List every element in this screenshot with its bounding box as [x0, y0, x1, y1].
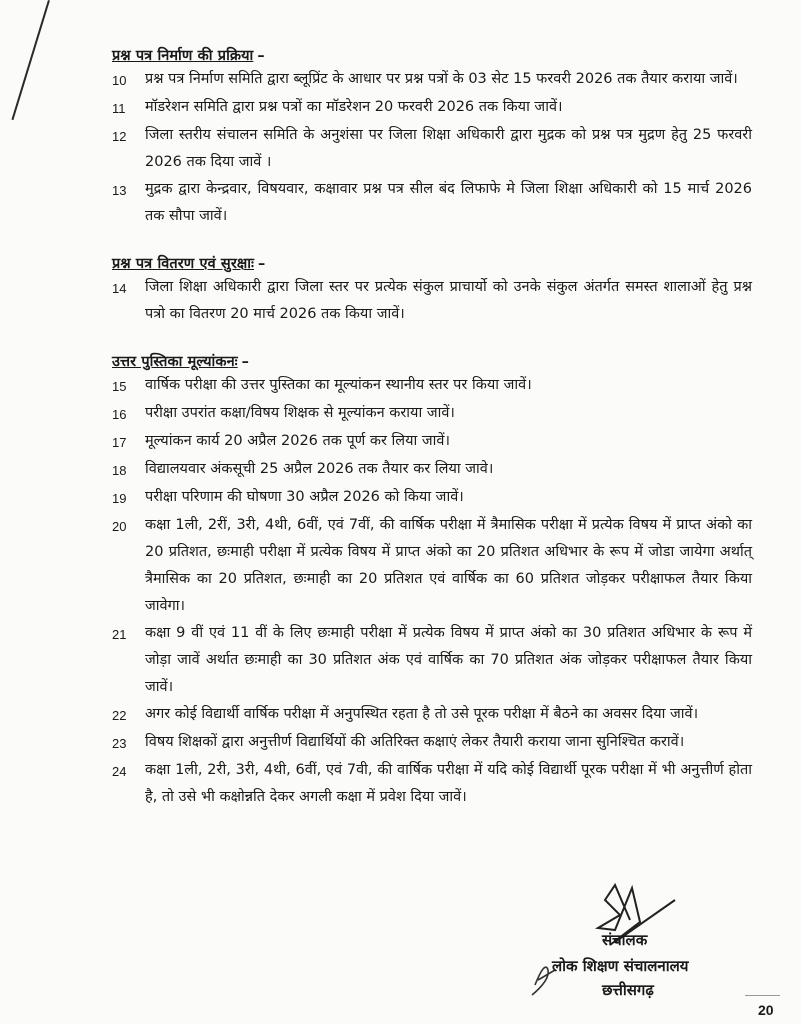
list-item	[112, 620, 752, 701]
item-number: 13	[112, 183, 127, 198]
item-text: कक्षा 1ली, 2री, 3री, 4थी, 6वीं, एवं 7वी, की वार्षिक परीक्षा में यदि कोई विद्यार्थी पूरक परीक्षा में भी अनुत्तीर्ण होता है, तो उसे भी कक्षोन्नति देकर अगली कक्षा में प्रवेश दिया जावें।	[145, 762, 752, 805]
item-number: 11	[112, 101, 126, 116]
item-text: परीक्षा परिणाम की घोषणा 30 अप्रैल 2026 को किया जावें।	[145, 489, 464, 505]
list-item	[112, 372, 752, 400]
list-item	[112, 512, 752, 620]
list-item	[112, 757, 752, 811]
list-item	[112, 176, 752, 230]
item-text: परीक्षा उपरांत कक्षा/विषय शिक्षक से मूल्यांकन कराया जावें।	[145, 405, 455, 421]
signature-block	[520, 870, 780, 1020]
item-number: 21	[112, 627, 127, 642]
page-number-rule	[745, 995, 780, 996]
item-number: 15	[112, 379, 127, 394]
section-heading	[112, 46, 752, 66]
item-number: 22	[112, 708, 127, 723]
heading-dash: –	[241, 354, 250, 370]
document-body	[112, 46, 752, 835]
heading-text: उत्तर पुस्तिका मूल्यांकनः	[112, 354, 238, 370]
list-item	[112, 400, 752, 428]
section-paper-distribution	[112, 254, 752, 328]
item-text: अगर कोई विद्यार्थी वार्षिक परीक्षा में अनुपस्थित रहता है तो उसे पूरक परीक्षा में बैठने का अवसर दिया जावें।	[145, 706, 699, 722]
page-number: 20	[758, 1002, 774, 1018]
heading-dash: –	[258, 256, 266, 272]
item-number: 10	[112, 73, 127, 88]
list-item	[112, 456, 752, 484]
item-number: 19	[112, 491, 127, 506]
heading-text: प्रश्न पत्र निर्माण की प्रक्रिया	[112, 48, 254, 64]
item-text: विषय शिक्षकों द्वारा अनुत्तीर्ण विद्यार्थियों की अतिरिक्त कक्षाएं लेकर तैयारी कराया जाना सुनिश्चित करावें।	[145, 734, 685, 750]
item-number: 17	[112, 435, 127, 450]
item-text: जिला शिक्षा अधिकारी द्वारा जिला स्तर पर प्रत्येक संकुल प्राचार्यो को उनके संकुल अंतर्गत समस्त शालाओं हेतु प्रश्न पत्रो का वितरण 20 मार्च 2026 तक किया जावें।	[145, 279, 752, 322]
item-number: 16	[112, 407, 127, 422]
item-number: 20	[112, 519, 127, 534]
heading-dash: –	[257, 48, 265, 64]
heading-text: प्रश्न पत्र वितरण एवं सुरक्षाः	[112, 256, 255, 272]
signature-state: छत्तीसगढ़	[602, 981, 654, 999]
section-paper-preparation	[112, 46, 752, 230]
item-text: मॉडरेशन समिति द्वारा प्रश्न पत्रों का मॉडरेशन 20 फरवरी 2026 तक किया जावें।	[145, 99, 563, 115]
item-text: विद्यालयवार अंकसूची 25 अप्रैल 2026 तक तैयार कर लिया जावे।	[145, 461, 494, 477]
page-fold-line	[11, 0, 49, 120]
section-heading	[112, 254, 752, 274]
signature-designation: संचालक	[602, 931, 648, 949]
item-number: 23	[112, 736, 127, 751]
item-number: 24	[112, 764, 127, 779]
list-item	[112, 122, 752, 176]
list-item	[112, 66, 752, 94]
item-text: मुद्रक द्वारा केन्द्रवार, विषयवार, कक्षावार प्रश्न पत्र सील बंद लिफाफे मे जिला शिक्षा अधिकारी को 15 मार्च 2026 तक सौपा जावें।	[145, 181, 752, 224]
list-item	[112, 729, 752, 757]
list-item	[112, 94, 752, 122]
item-text: मूल्यांकन कार्य 20 अप्रैल 2026 तक पूर्ण कर लिया जावें।	[145, 433, 450, 449]
signature-office: लोक शिक्षण संचालनालय	[552, 957, 689, 975]
item-text: कक्षा 1ली, 2रीं, 3री, 4थी, 6वीं, एवं 7वीं, की वार्षिक परीक्षा में त्रैमासिक परीक्षा में प्रत्येक विषय में प्राप्त अंको का 20 प्रतिशत, छःमाही परीक्षा में प्रत्येक विषय में प्राप्त अंको का 20 प्रतिशत अधिभार के रूप में जोडा जायेगा अर्थात् त्रैमासिक का 20 प्रतिशत, छःमाही का 20 प्रतिशत एवं वार्षिक का 60 प्रतिशत जोड़कर परीक्षाफल तैयार किया जावेगा।	[145, 517, 752, 614]
list-item	[112, 274, 752, 328]
list-item	[112, 701, 752, 729]
item-number: 12	[112, 129, 127, 144]
item-number: 14	[112, 281, 127, 296]
list-item	[112, 428, 752, 456]
section-heading	[112, 352, 752, 372]
item-text: कक्षा 9 वीं एवं 11 वीं के लिए छःमाही परीक्षा में प्रत्येक विषय में प्राप्त अंको का 30 प्रतिशत अधिभार के रूप में जोड़ा जावें अर्थात छःमाही का 30 प्रतिशत अंक एवं वार्षिक का 70 प्रतिशत अंक जोड़कर परीक्षाफल तैयार किया जावें।	[145, 625, 752, 695]
item-text: जिला स्तरीय संचालन समिति के अनुशंसा पर जिला शिक्षा अधिकारी द्वारा मुद्रक को प्रश्न पत्र मुद्रण हेतु 25 फरवरी 2026 तक दिया जावें ।	[145, 127, 752, 170]
list-item	[112, 484, 752, 512]
item-number: 18	[112, 463, 127, 478]
item-text: प्रश्न पत्र निर्माण समिति द्वारा ब्लूप्रिंट के आधार पर प्रश्न पत्रों के 03 सेट 15 फरवरी 2026 तक तैयार कराया जावें।	[145, 71, 738, 87]
section-answer-evaluation	[112, 352, 752, 811]
item-text: वार्षिक परीक्षा की उत्तर पुस्तिका का मूल्यांकन स्थानीय स्तर पर किया जावें।	[145, 377, 532, 393]
